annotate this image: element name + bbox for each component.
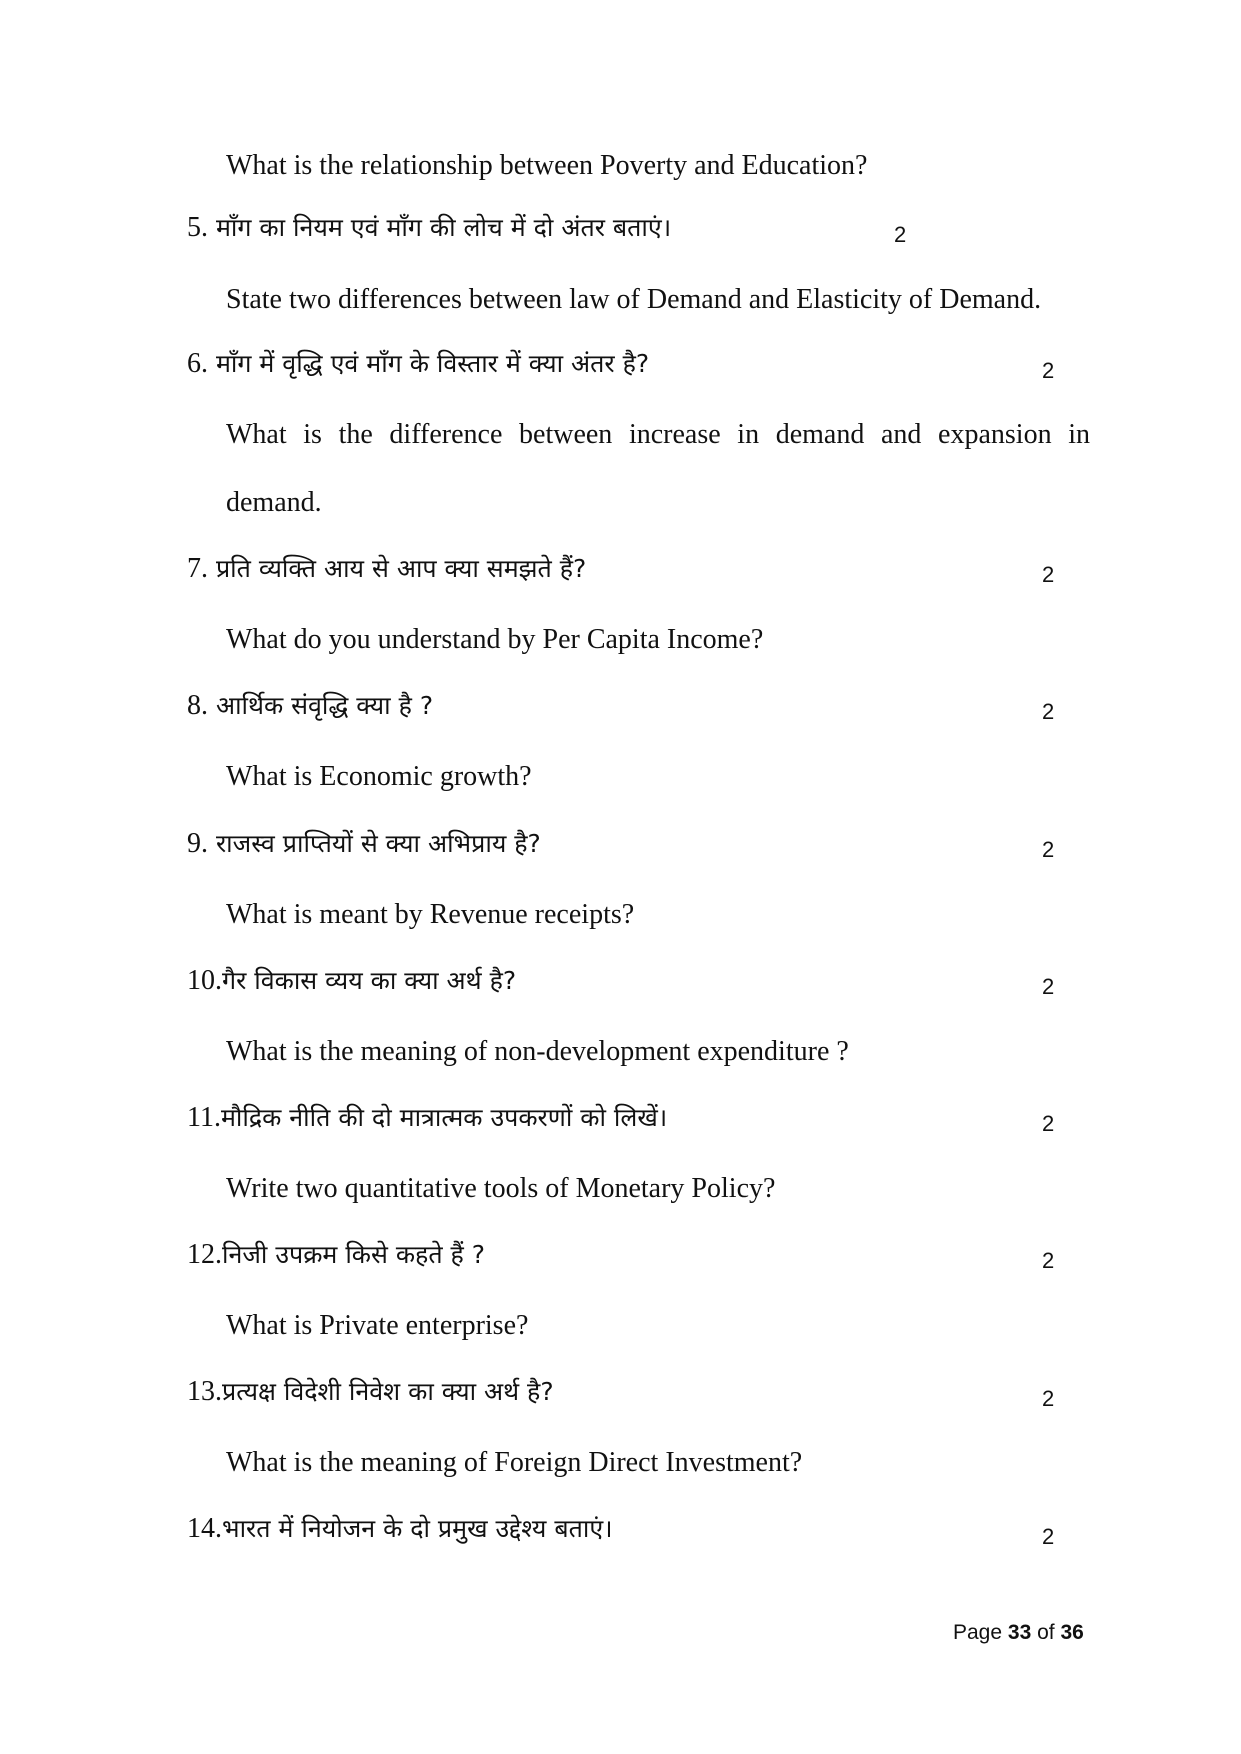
total-page-count: 36	[1060, 1621, 1084, 1644]
question-6-marks: 2	[1042, 358, 1055, 383]
question-number: 5.	[187, 212, 208, 243]
question-text-hindi: प्रत्यक्ष विदेशी निवेश का क्या अर्थ है?	[222, 1377, 554, 1406]
question-5-marks: 2	[894, 222, 907, 247]
question-text-hindi: आर्थिक संवृद्धि क्या है ?	[215, 691, 434, 720]
question-10-hindi	[187, 967, 516, 995]
question-12-hindi	[187, 1241, 485, 1269]
question-8-english: What is Economic growth?	[226, 761, 532, 792]
question-4-english: What is the relationship between Poverty and Education?	[226, 150, 868, 181]
question-number: 6.	[187, 348, 208, 379]
question-6-english-line2: demand.	[226, 487, 322, 518]
question-12-english: What is Private enterprise?	[226, 1310, 529, 1341]
question-8-hindi	[187, 692, 433, 720]
question-9-english: What is meant by Revenue receipts?	[226, 899, 635, 930]
question-13-english: What is the meaning of Foreign Direct Investment?	[226, 1447, 803, 1478]
question-13-hindi	[187, 1378, 554, 1406]
question-number: 10.	[187, 965, 222, 996]
page-footer	[953, 1622, 1084, 1643]
question-number: 7.	[187, 553, 208, 584]
question-7-hindi	[187, 555, 586, 583]
question-10-english: What is the meaning of non-development expenditure ?	[226, 1036, 849, 1067]
question-number: 9.	[187, 828, 208, 859]
page-label: Page	[953, 1621, 1003, 1644]
question-number: 13.	[187, 1376, 222, 1407]
question-14-hindi	[187, 1515, 613, 1543]
question-text-hindi: भारत में नियोजन के दो प्रमुख उद्देश्य बताएं।	[222, 1514, 613, 1543]
question-text-hindi: निजी उपक्रम किसे कहते हैं ?	[222, 1240, 486, 1269]
question-5-english: State two differences between law of Demand and Elasticity of Demand.	[226, 284, 1042, 315]
question-text-hindi: गैर विकास व्यय का क्या अर्थ है?	[222, 966, 517, 995]
question-text-hindi: मौद्रिक नीति की दो मात्रात्मक उपकरणों को लिखें।	[220, 1103, 668, 1132]
question-12-marks: 2	[1042, 1248, 1055, 1273]
question-number: 11.	[187, 1102, 221, 1133]
question-text-hindi: माँग में वृद्धि एवं माँग के विस्तार में क्या अंतर है?	[215, 349, 650, 378]
question-13-marks: 2	[1042, 1386, 1055, 1411]
question-11-hindi	[187, 1104, 667, 1132]
question-11-english: Write two quantitative tools of Monetary Policy?	[226, 1173, 776, 1204]
question-6-english-line1: What is the difference between increase in demand and expansion in	[226, 419, 1090, 450]
question-number: 8.	[187, 690, 208, 721]
question-14-marks: 2	[1042, 1524, 1055, 1549]
question-5-hindi	[187, 214, 671, 242]
question-number: 12.	[187, 1239, 222, 1270]
question-7-marks: 2	[1042, 562, 1055, 587]
question-text-hindi: प्रति व्यक्ति आय से आप क्या समझते हैं?	[215, 554, 587, 583]
page-separator: of	[1037, 1621, 1055, 1644]
question-text-hindi: माँग का नियम एवं माँग की लोच में दो अंतर बताएं।	[215, 213, 672, 242]
question-9-marks: 2	[1042, 837, 1055, 862]
question-text-hindi: राजस्व प्राप्तियों से क्या अभिप्राय है?	[215, 829, 541, 858]
current-page-number: 33	[1007, 1621, 1032, 1644]
question-11-marks: 2	[1042, 1111, 1055, 1136]
question-8-marks: 2	[1042, 699, 1055, 724]
question-9-hindi	[187, 830, 541, 858]
question-6-hindi	[187, 350, 649, 378]
question-7-english: What do you understand by Per Capita Income?	[226, 624, 764, 655]
question-10-marks: 2	[1042, 974, 1055, 999]
question-number: 14.	[187, 1513, 222, 1544]
